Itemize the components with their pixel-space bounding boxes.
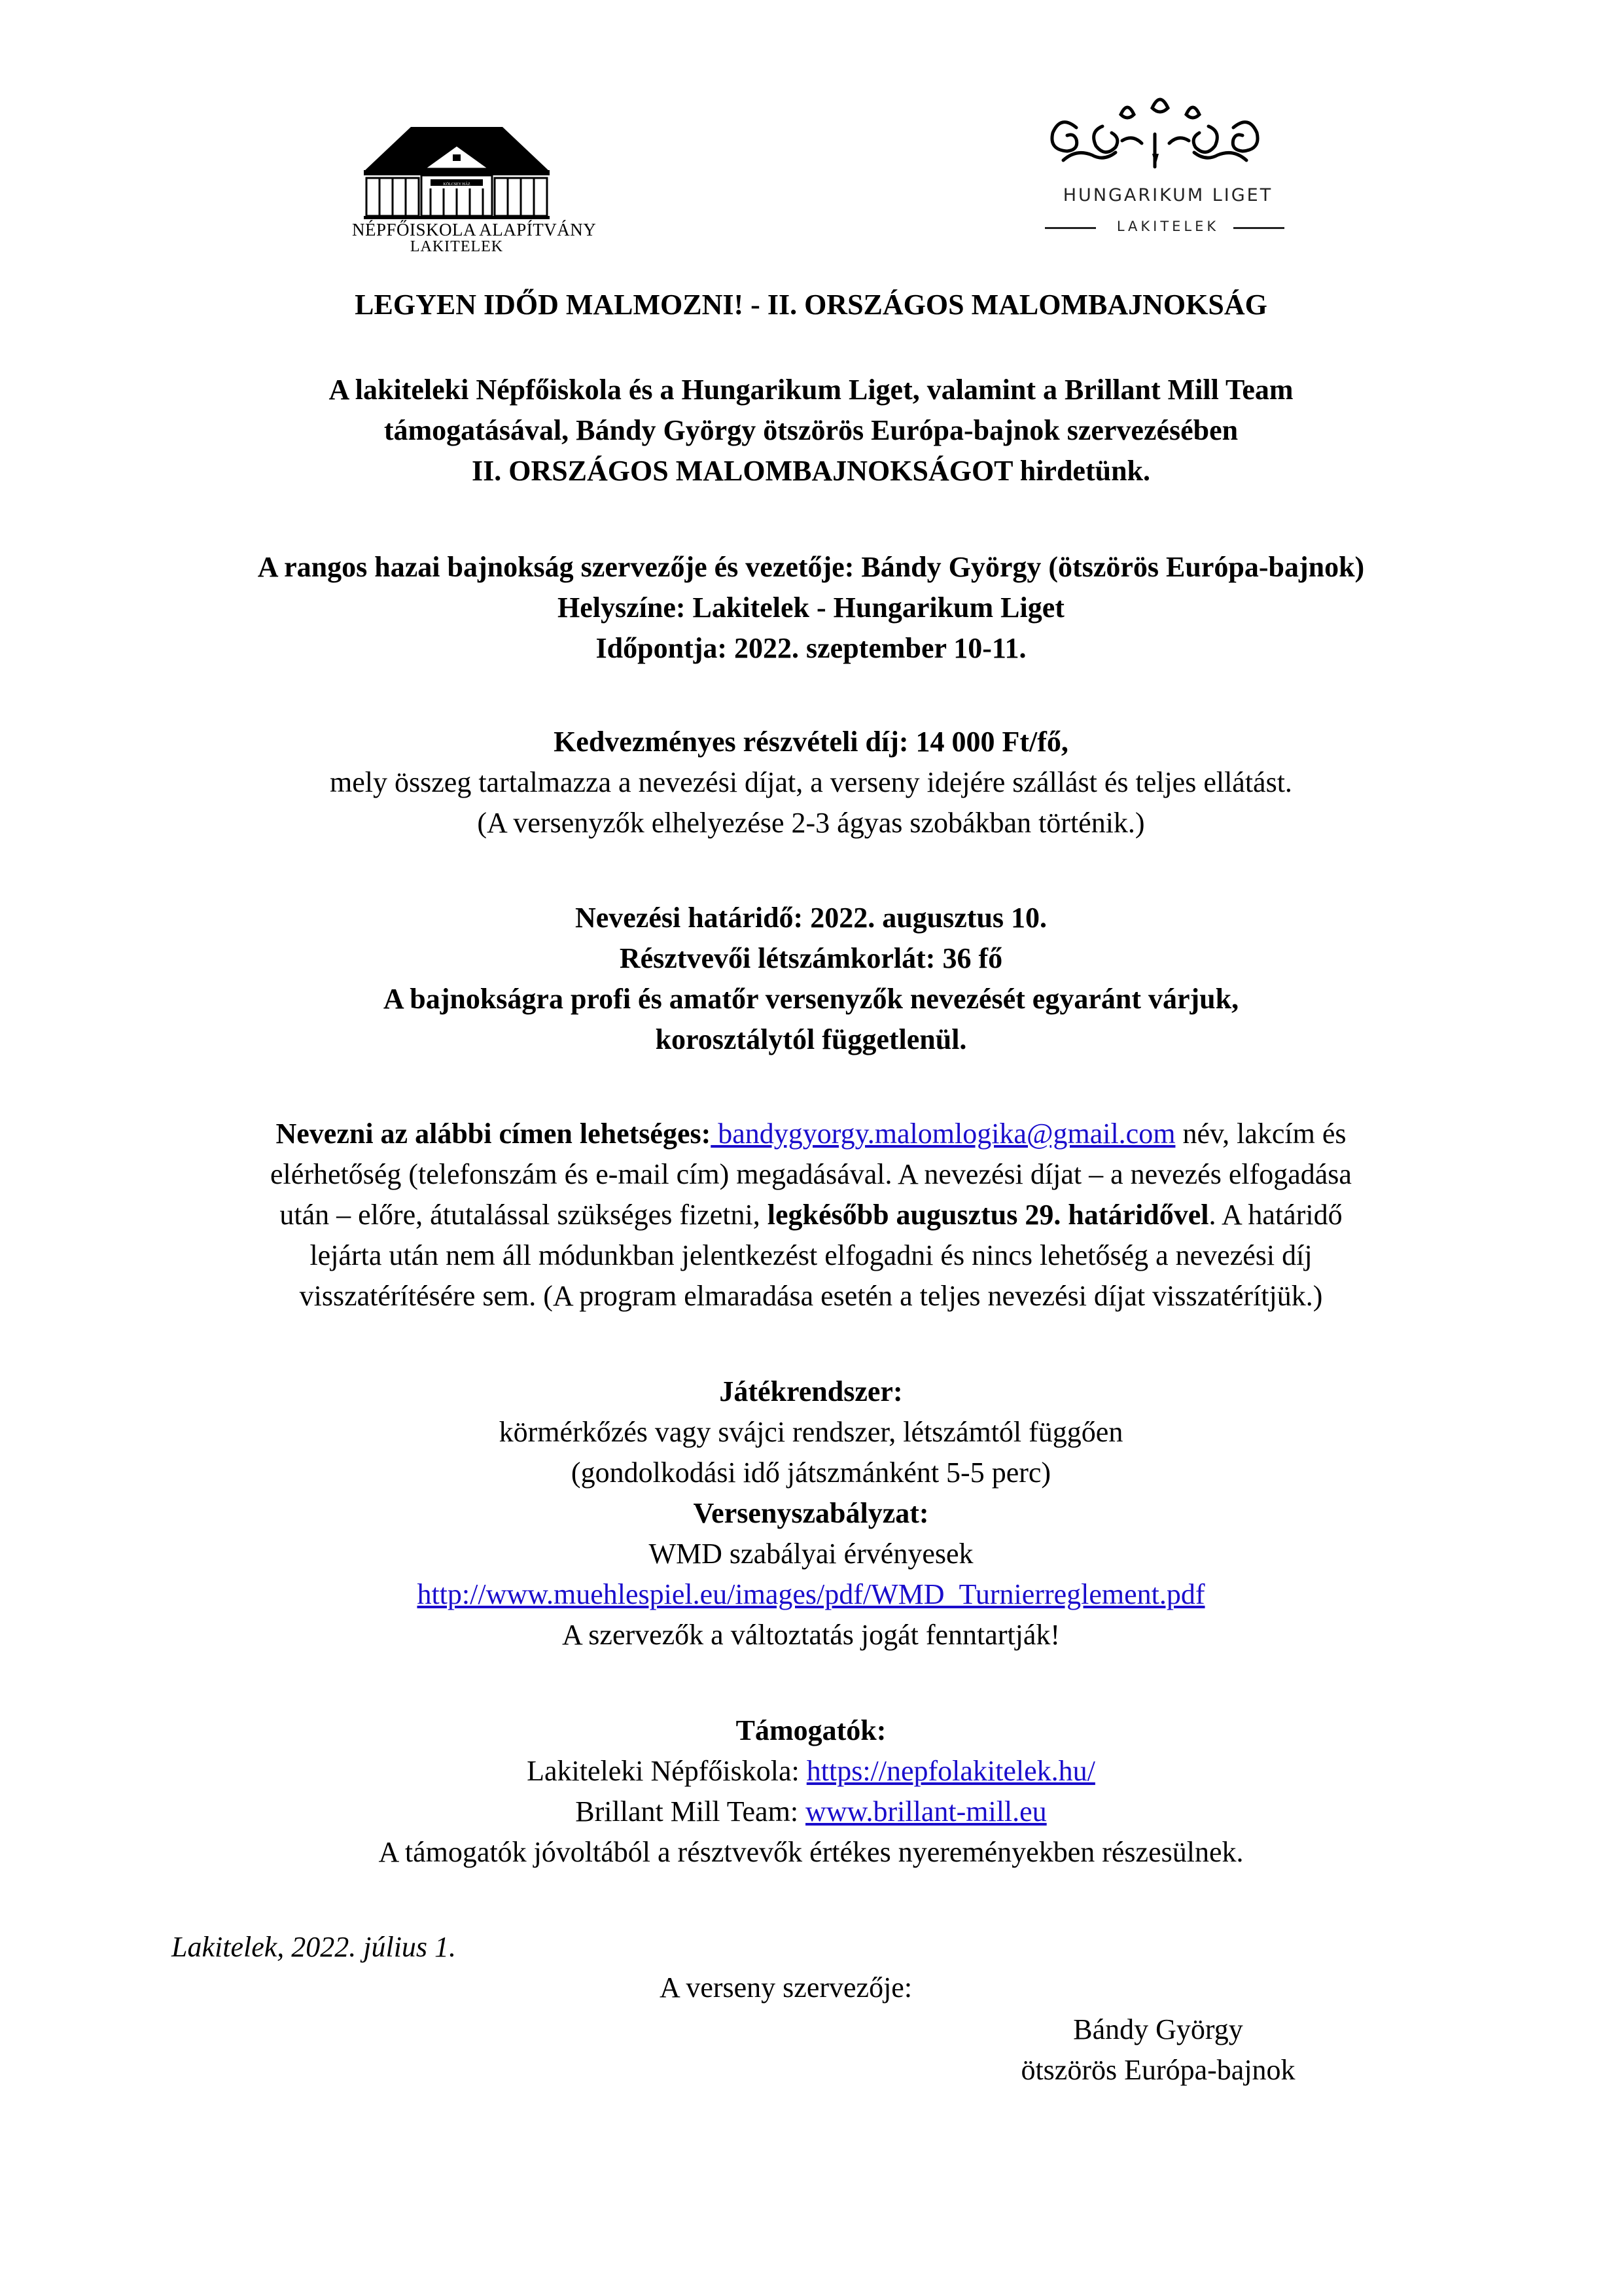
email-link[interactable]: bandygyorgy.malomlogika@gmail.com: [711, 1118, 1176, 1150]
organizer-title: ötszörös Európa-bajnok: [1021, 2054, 1296, 2086]
intro-line-1: A lakiteleki Népfőiskola és a Hungarikum Liget, valamint a Brillant Mill Team: [328, 374, 1294, 406]
apply-lead: Nevezni az alábbi címen lehetséges:: [275, 1118, 711, 1150]
apply-line-3-post: . A határidő: [1208, 1199, 1343, 1231]
participant-limit-line: Résztvevői létszámkorlát: 36 fő: [619, 942, 1003, 974]
apply-line-2: elérhetőség (telefonszám és e-mail cím) megadásával. A nevezési díjat – a nevezés elfogadása: [270, 1158, 1352, 1190]
logo-rule-right: [1233, 227, 1284, 229]
date-line: Időpontja: 2022. szeptember 10-11.: [595, 632, 1027, 664]
ornament-icon: [1037, 88, 1299, 173]
sponsor-item: [0, 1795, 1622, 1829]
age-line: korosztálytól függetlenül.: [655, 1023, 967, 1055]
apply-line-1: [0, 1117, 1622, 1151]
apply-after-email: név, lakcím és: [1175, 1118, 1347, 1150]
payment-deadline: legkésőbb augusztus 29. határidővel: [767, 1199, 1209, 1231]
prizes-line: A támogatók jóvoltából a résztvevők értékes nyereményekben részesülnek.: [378, 1836, 1244, 1868]
apply-line-5: visszatérítésére sem. (A program elmaradása esetén a teljes nevezési díjat visszatérítjük.): [299, 1280, 1323, 1312]
sponsor-label: Lakiteleki Népfőiskola:: [527, 1755, 807, 1787]
invitation-line: A bajnokságra profi és amatőr versenyzők nevezését egyaránt várjuk,: [383, 983, 1239, 1015]
rules-line: WMD szabályai érvényesek: [648, 1538, 974, 1570]
fee-line-2: (A versenyzők elhelyezése 2-3 ágyas szobákban történik.): [477, 807, 1145, 839]
hungarikum-liget-logo-line1: HUNGARIKUM LIGET: [1063, 185, 1273, 205]
nepfoiskola-logo-line2: LAKITELEK: [410, 238, 504, 255]
sponsor-link[interactable]: https://nepfolakitelek.hu/: [806, 1755, 1095, 1787]
game-line-2: (gondolkodási idő játszmánként 5-5 perc): [571, 1457, 1051, 1489]
apply-line-3: [0, 1198, 1622, 1232]
intro-line-3: II. ORSZÁGOS MALOMBAJNOKSÁGOT hirdetünk.: [471, 455, 1151, 487]
venue-line: Helyszíne: Lakitelek - Hungarikum Liget: [557, 592, 1065, 624]
rules-link-line: [0, 1578, 1622, 1612]
organizer-line: A rangos hazai bajnokság szervezője és vezetője: Bándy György (ötszörös Európa-bajnok): [257, 551, 1365, 583]
game-line-1: körmérkőzés vagy svájci rendszer, létszámtól függően: [499, 1416, 1123, 1448]
rights-line: A szervezők a változtatás jogát fenntartják!: [561, 1619, 1061, 1651]
apply-line-4: lejárta után nem áll módunkban jelentkezést elfogadni és nincs lehetőség a nevezési díj: [309, 1239, 1313, 1271]
rules-heading: Versenyszabályzat:: [693, 1497, 929, 1529]
building-sign: KÖLCSEY HÁZ: [443, 183, 470, 186]
organizer-name: Bándy György: [1073, 2013, 1243, 2045]
deadline-line: Nevezési határidő: 2022. augusztus 10.: [574, 902, 1048, 934]
nepfoiskola-logo-line1: NÉPFŐISKOLA ALAPÍTVÁNY: [352, 220, 597, 239]
sponsor-label: Brillant Mill Team:: [575, 1795, 806, 1828]
game-heading: Játékrendszer:: [719, 1375, 903, 1407]
intro-line-2: támogatásával, Bándy György ötszörös Európa-bajnok szervezésében: [383, 414, 1239, 446]
place-date: Lakitelek, 2022. július 1.: [171, 1931, 457, 1963]
fee-heading: Kedvezményes részvételi díj: 14 000 Ft/fő,: [554, 726, 1068, 758]
fee-line-1: mely összeg tartalmazza a nevezési díjat, a verseny idejére szállást és teljes ellátást.: [330, 766, 1292, 798]
apply-line-3-pre: után – előre, átutalással szükséges fizetni,: [279, 1199, 767, 1231]
document-title: LEGYEN IDŐD MALMOZNI! - II. ORSZÁGOS MALOMBAJNOKSÁG: [355, 289, 1267, 321]
sponsors-heading: Támogatók:: [735, 1714, 887, 1746]
sponsor-link[interactable]: www.brillant-mill.eu: [805, 1795, 1047, 1828]
hungarikum-liget-logo-line2: LAKITELEK: [1116, 219, 1220, 234]
organizer-label: A verseny szervezője:: [660, 1971, 913, 2004]
rules-link[interactable]: http://www.muehlespiel.eu/images/pdf/WMD_Turnierreglement.pdf: [417, 1578, 1205, 1610]
nepfoiskola-logo: [352, 98, 597, 255]
hungarikum-liget-logo: [1037, 88, 1299, 245]
sponsor-item: [0, 1754, 1622, 1788]
